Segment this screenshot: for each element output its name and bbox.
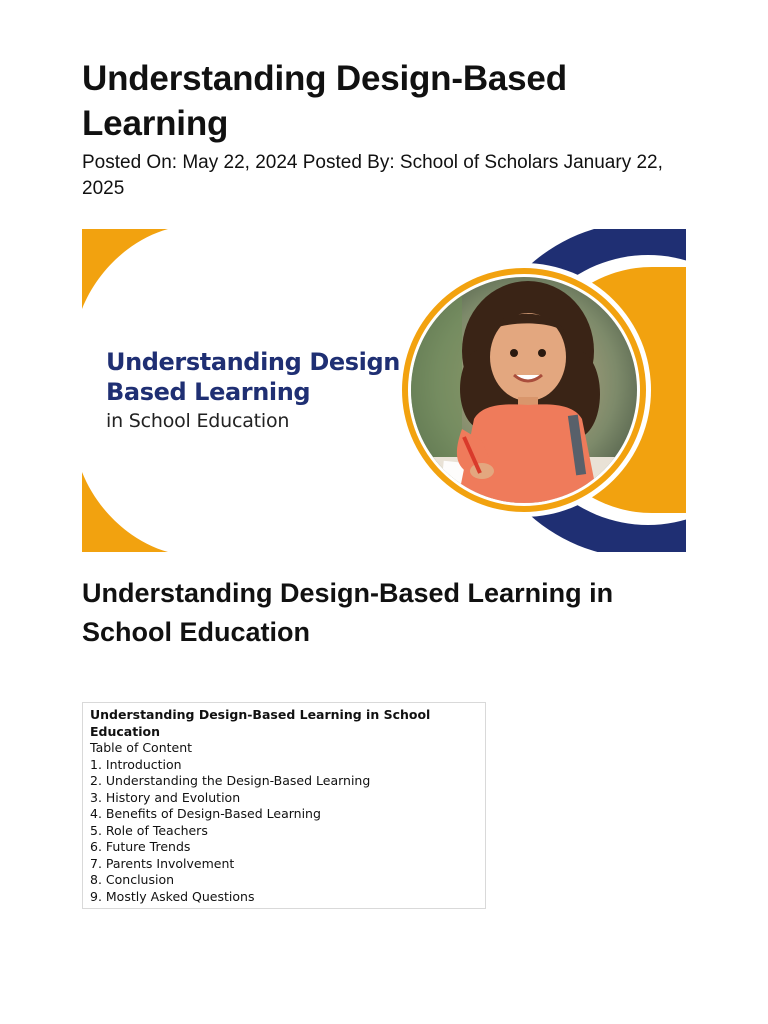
post-meta: Posted On: May 22, 2024 Posted By: School of Scholars January 22, 2025 bbox=[82, 152, 663, 199]
orange-corner-bottom bbox=[82, 472, 168, 552]
toc-subtitle: Table of Content bbox=[90, 740, 193, 755]
toc-item-faq[interactable]: 9. Mostly Asked Questions bbox=[90, 888, 255, 904]
toc-item-understanding[interactable]: 2. Understanding the Design-Based Learning bbox=[90, 773, 371, 788]
toc-item-benefits[interactable]: 4. Benefits of Design-Based Learning bbox=[90, 806, 321, 821]
hero-text bbox=[106, 347, 400, 435]
orange-corner-top bbox=[82, 229, 168, 309]
toc-list bbox=[90, 757, 485, 906]
table-of-contents bbox=[82, 702, 486, 909]
toc-title: Understanding Design-Based Learning in School Education bbox=[90, 707, 431, 739]
toc-item-future-trends[interactable]: 6. Future Trends bbox=[90, 839, 191, 854]
section-heading: Understanding Design-Based Learning in School Education bbox=[82, 578, 614, 647]
toc-item-parents-involvement[interactable]: 7. Parents Involvement bbox=[90, 855, 235, 871]
toc-item-conclusion[interactable]: 8. Conclusion bbox=[90, 872, 175, 887]
hero-banner-image bbox=[82, 229, 686, 552]
hero-heading-line1: Understanding Design bbox=[106, 348, 400, 376]
toc-item-history[interactable]: 3. History and Evolution bbox=[90, 789, 241, 805]
hero-heading-line2: Based Learning bbox=[106, 378, 311, 406]
toc-item-introduction[interactable]: 1. Introduction bbox=[90, 756, 182, 772]
page-title: Understanding Design-Based Learning bbox=[82, 59, 567, 143]
hero-subheading: in School Education bbox=[106, 410, 290, 432]
toc-item-role-of-teachers[interactable]: 5. Role of Teachers bbox=[90, 822, 208, 838]
